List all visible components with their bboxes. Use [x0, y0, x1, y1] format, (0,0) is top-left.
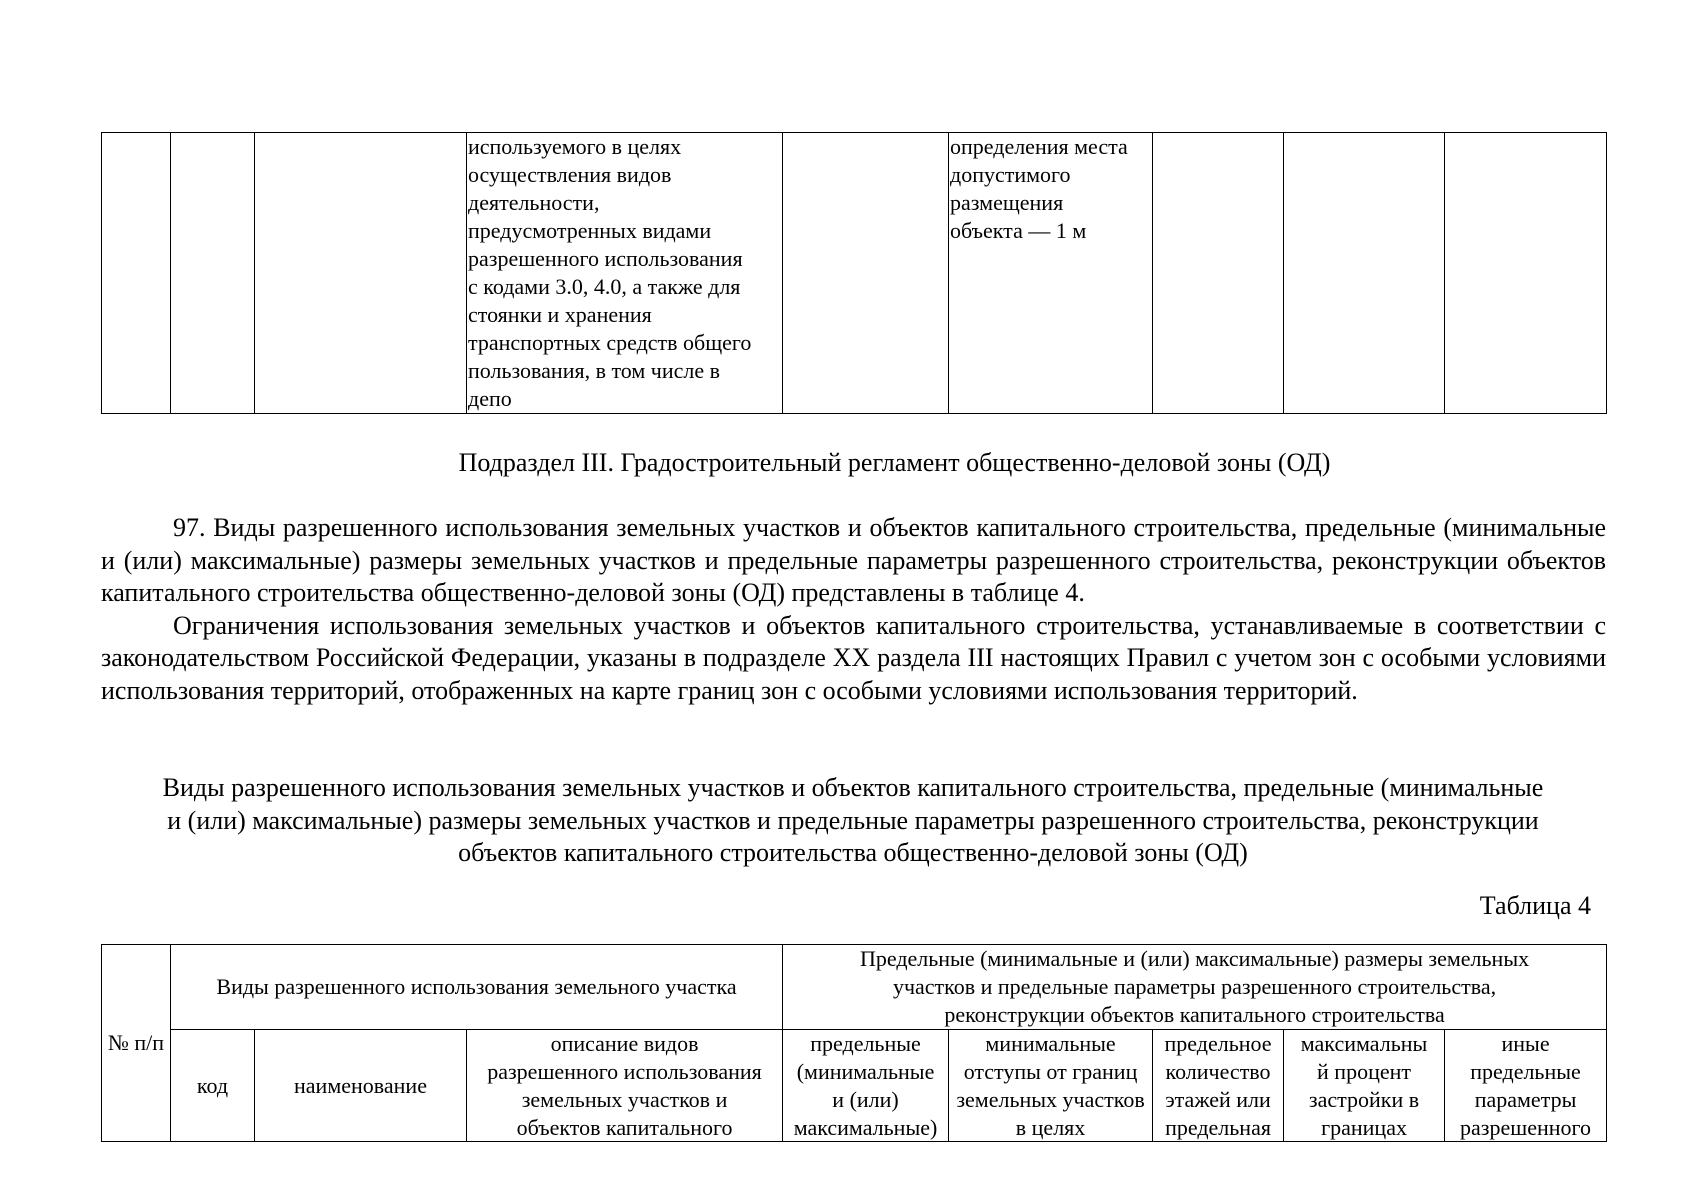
table-cell-setback	[949, 133, 1153, 414]
continuation-table	[101, 132, 1607, 414]
table-title: Виды разрешенного использования земельных участков и объектов капитального строительства, предельные (минимальные и (или) максимальные) размеры земельных участков и предельные параметры разрешенного строительства, реконструкции объектов капитального строительства общественно-деловой зоны (ОД)	[162, 773, 1544, 867]
header-code: код	[171, 1030, 255, 1142]
header-other: иные предельные параметры разрешенного	[1445, 1030, 1607, 1142]
header-size: предельные (минимальные и (или) максимальные)	[783, 1030, 949, 1142]
table-header-row	[102, 1030, 1607, 1142]
header-group-limits: Предельные (минимальные и (или) максимальные) размеры земельных участков и предельные параметры разрешенного строительства, реконструкции объектов капитального строительства	[783, 945, 1607, 1030]
header-group-uses: Виды разрешенного использования земельного участка	[171, 945, 783, 1030]
paragraph-restrictions: Ограничения использования земельных участков и объектов капитального строительства, устанавливаемые в соответствии с законодательством Российской Федерации, указаны в подразделе XX раздела III настоящих Правил с учетом зон с особыми условиями использования территорий, отображенных на карте границ зон с особыми условиями использования территорий.	[101, 610, 1606, 705]
table-cell	[1153, 133, 1284, 414]
table-4	[101, 944, 1607, 1142]
table-cell	[171, 133, 255, 414]
table-cell	[102, 133, 171, 414]
header-coverage: максимальны й процент застройки в границах	[1284, 1030, 1445, 1142]
cell-description-text: используемого в целях осуществления видов деятельности, предусмотренных видами разрешенного использования с кодами 3.0, 4.0, а также для стоянки и хранения транспортных средств общего пользования, в том числе в депо	[468, 134, 752, 411]
header-number: № п/п	[102, 945, 171, 1142]
table-cell	[255, 133, 467, 414]
paragraph-97: 97. Виды разрешенного использования земельных участков и объектов капитального строительства, предельные (минимальные и (или) максимальные) размеры земельных участков и предельные параметры разрешенного строительства, реконструкции объектов капитального строительства общественно-деловой зоны (ОД) представлены в таблице 4.	[101, 513, 1606, 607]
header-name: наименование	[255, 1030, 467, 1142]
table-row	[102, 133, 1607, 414]
body-text	[101, 512, 1606, 707]
subsection-heading: Подраздел III. Градостроительный регламент общественно-деловой зоны (ОД)	[458, 448, 1331, 477]
table-header-row	[102, 945, 1607, 1030]
table-cell	[1284, 133, 1445, 414]
header-setback: минимальные отступы от границ земельных участков в целях	[949, 1030, 1153, 1142]
header-floors: предельное количество этажей или предельная	[1153, 1030, 1284, 1142]
table-cell-description	[467, 133, 783, 414]
cell-setback-text: определения места допустимого размещения объекта — 1 м	[950, 134, 1128, 243]
table-cell	[1445, 133, 1607, 414]
table-cell	[783, 133, 949, 414]
table-number: Таблица 4	[1479, 891, 1591, 920]
header-description: описание видов разрешенного использования земельных участков и объектов капитального	[467, 1030, 783, 1142]
